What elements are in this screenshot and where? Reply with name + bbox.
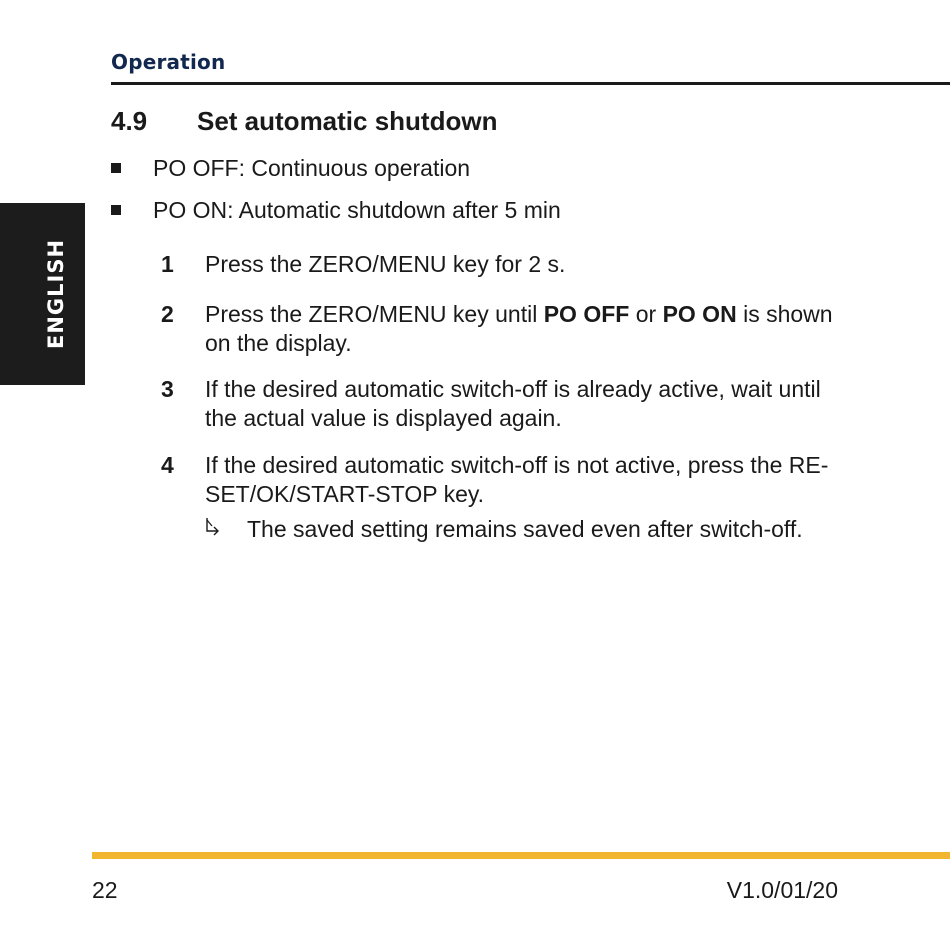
page-number: 22: [92, 877, 118, 903]
step-text-part: or: [629, 301, 663, 327]
step-number: 4: [161, 452, 174, 478]
section-number: 4.9: [111, 106, 148, 136]
square-bullet-icon: [111, 205, 121, 215]
step-text-part: Press the ZERO/MENU key until: [205, 301, 544, 327]
step-text: Press the ZERO/MENU key for 2 s.: [205, 251, 566, 277]
step-text: If the desired automatic switch-off is already active, wait until the actual value is displayed again.: [205, 376, 821, 431]
step-text-bold: PO OFF: [543, 301, 630, 327]
option-text: PO ON: Automatic shutdown after 5 min: [153, 197, 561, 223]
step-number: 2: [161, 301, 174, 327]
header-rule: [111, 82, 950, 85]
result-arrow-icon: [205, 517, 247, 543]
step-text-part: is shown on the display.: [205, 301, 833, 356]
step-number: 1: [161, 251, 174, 277]
step-text: [205, 300, 845, 358]
result-text: The saved setting remains saved even after switch-off.: [247, 516, 803, 542]
step-text-bold: PO ON: [662, 301, 737, 327]
running-header: Operation: [111, 50, 226, 74]
step-number: 3: [161, 376, 174, 402]
result-line: [205, 516, 803, 543]
language-tab: [0, 203, 85, 385]
version-label: V1.0/01/20: [726, 877, 838, 903]
option-item: [111, 155, 470, 182]
footer-accent-rule: [92, 852, 950, 859]
square-bullet-icon: [111, 163, 121, 173]
step-text: If the desired automatic switch-off is not active, press the RE-SET/OK/START-STOP key.: [205, 452, 829, 507]
option-text: PO OFF: Continuous operation: [153, 155, 471, 181]
option-item: [111, 197, 561, 224]
language-tab-label: ENGLISH: [44, 238, 68, 350]
section-title: Set automatic shutdown: [197, 106, 498, 136]
